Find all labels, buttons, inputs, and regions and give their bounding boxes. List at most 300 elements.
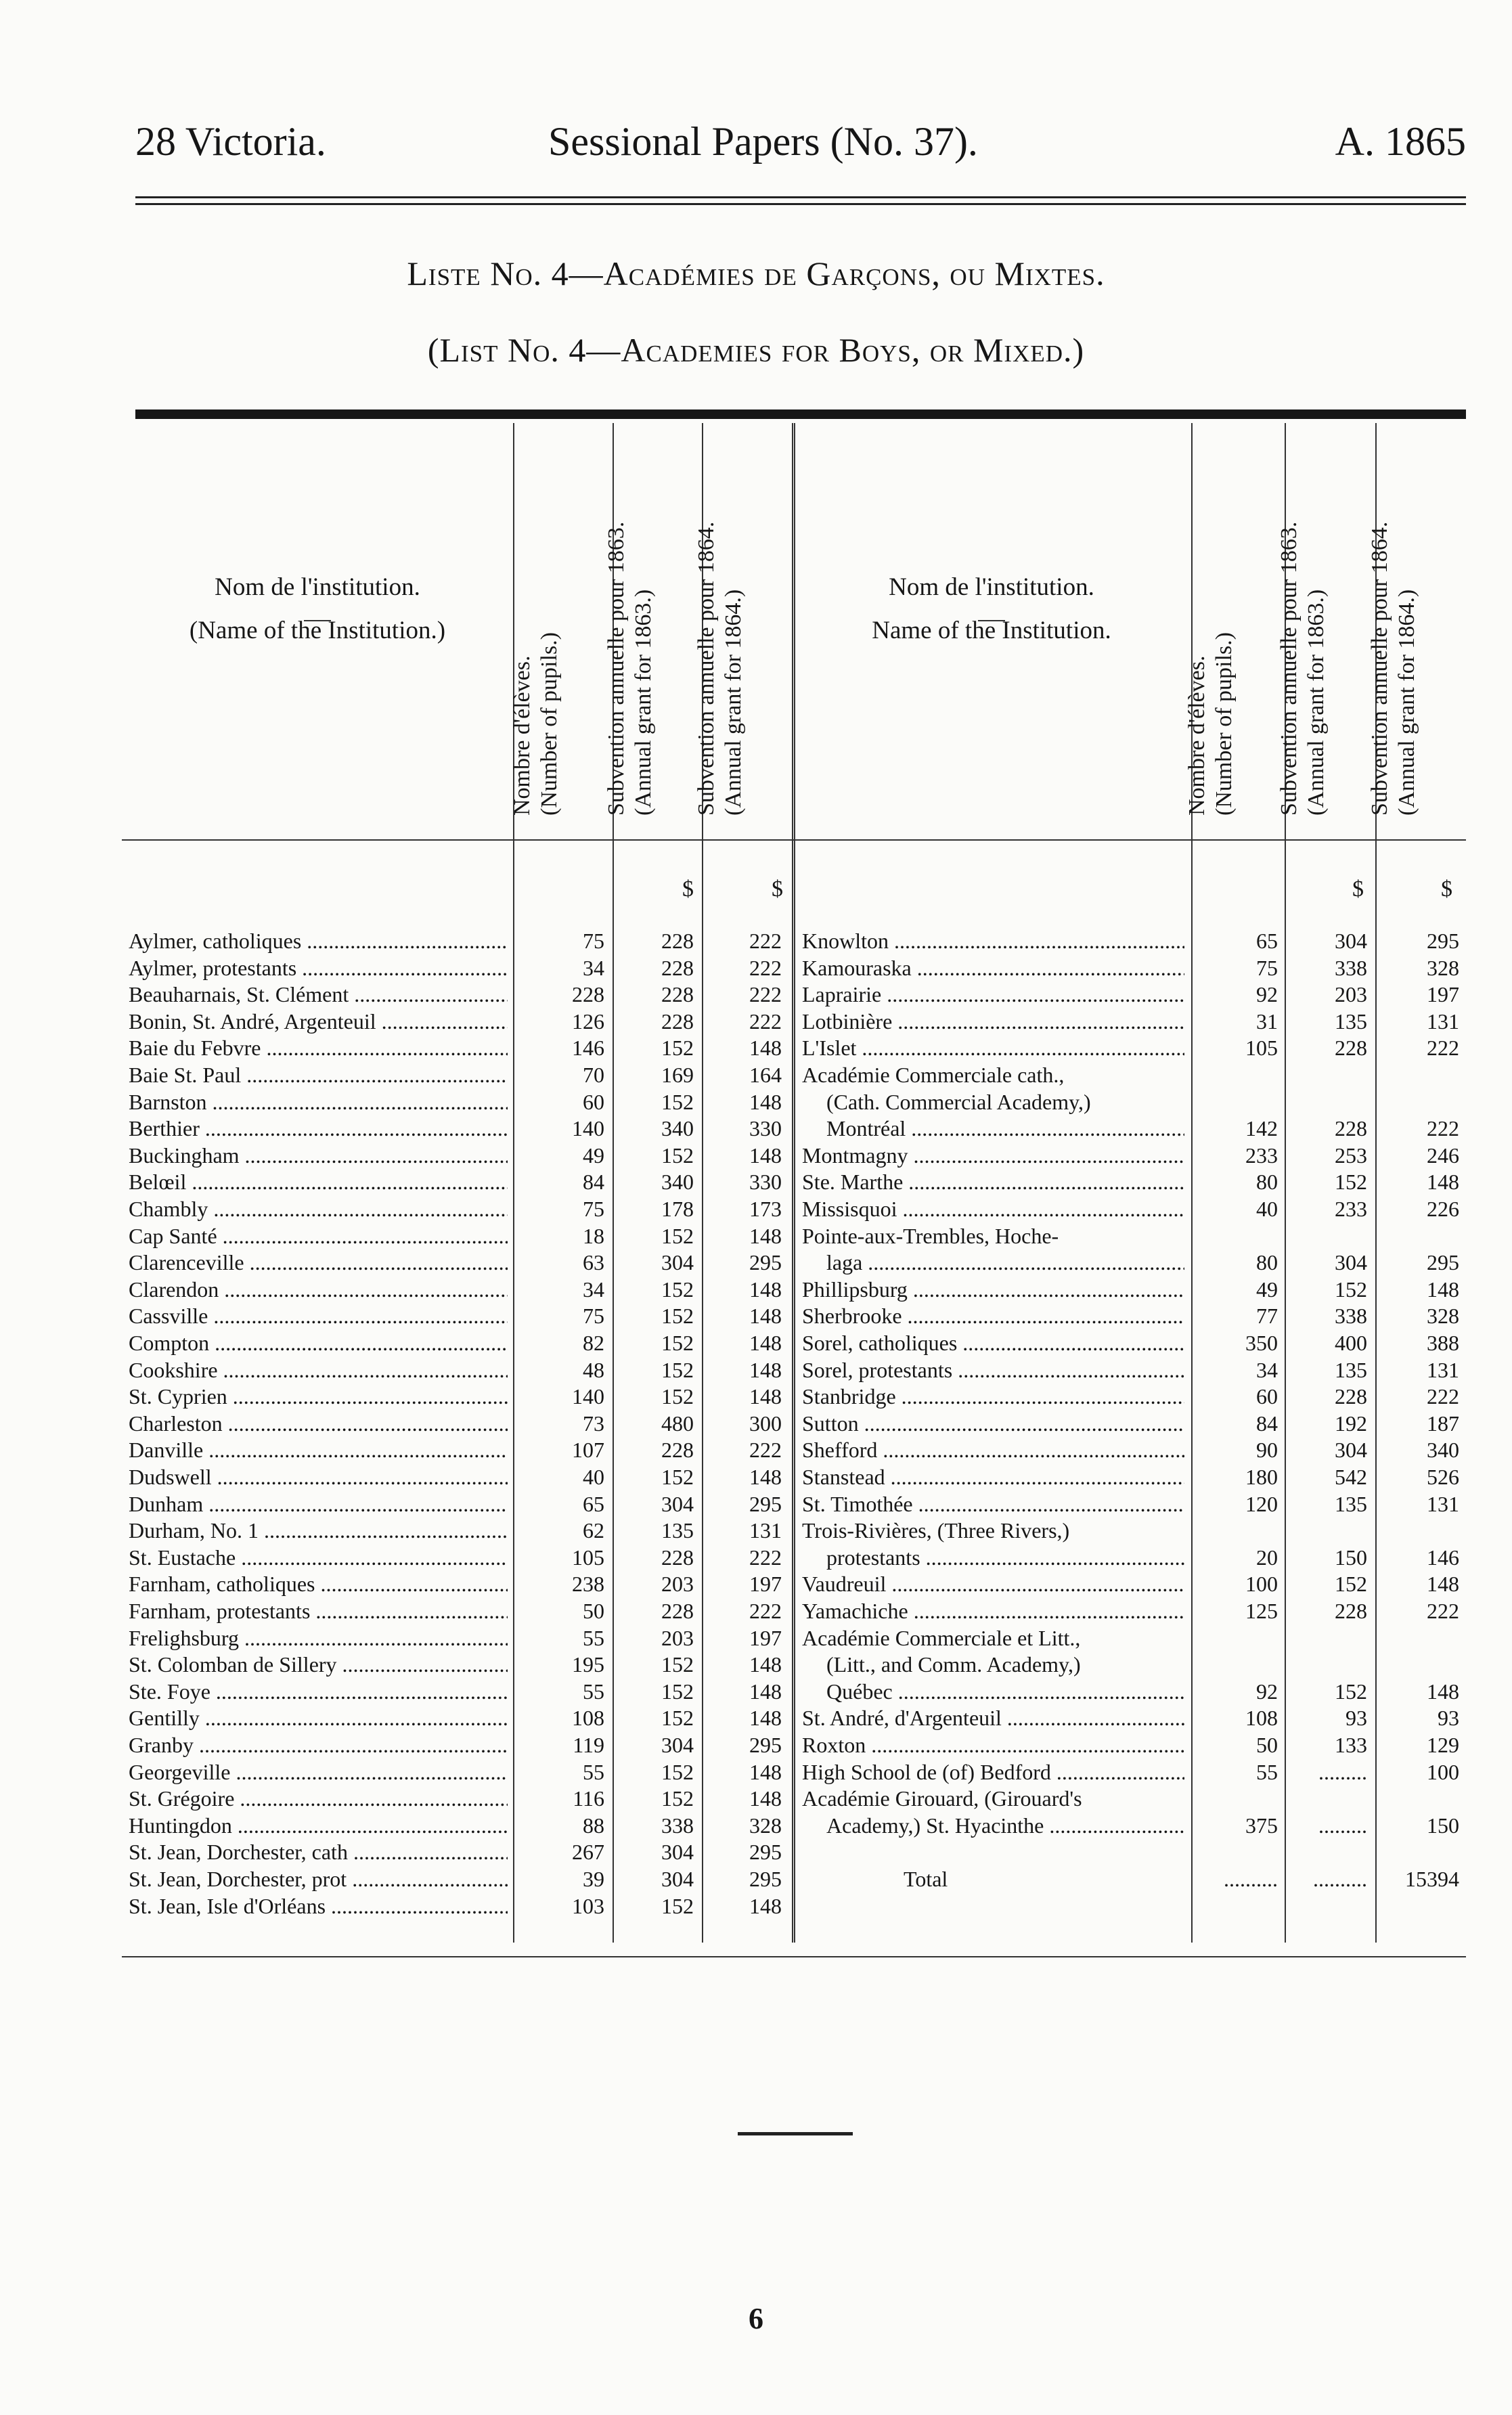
table-row (122, 1892, 1466, 1920)
right-grant-1864: 222 (1427, 1599, 1459, 1623)
right-grant-1864: 222 (1427, 1116, 1459, 1141)
table-top-rule (135, 409, 1466, 419)
right-grant-1863: ......... (1318, 1759, 1367, 1784)
header-bottom-rule (122, 839, 1466, 841)
table-row (122, 1570, 1466, 1597)
left-grant-1863: 152 (661, 1143, 694, 1168)
left-institution-name: Bonin, St. André, Argenteuil ..... (129, 1008, 508, 1035)
left-pupils: 50 (583, 1599, 604, 1623)
right-grant-1863: 304 (1335, 1438, 1367, 1463)
left-grant-1863: 152 (661, 1759, 694, 1784)
right-grant-1863: 304 (1335, 929, 1367, 953)
right-institution-name: Phillipsburg ..... (802, 1276, 1184, 1303)
grant1863-header-right (1276, 423, 1375, 843)
left-grant-1864: 173 (749, 1197, 782, 1221)
dollar-sign: $ (772, 877, 783, 902)
left-pupils: 238 (572, 1572, 604, 1597)
right-grant-1863: 93 (1346, 1706, 1367, 1731)
left-grant-1863: 152 (661, 1706, 694, 1731)
right-institution-name: Knowlton ..... (802, 927, 1184, 954)
grant1864-header-left (693, 423, 792, 843)
left-grant-1864: 222 (749, 1438, 782, 1463)
right-institution-name: L'Islet ..... (802, 1034, 1184, 1061)
left-grant-1864: 148 (749, 1759, 782, 1784)
left-grant-1863: 152 (661, 1786, 694, 1811)
right-grant-1864: 295 (1427, 1250, 1459, 1275)
table-row (122, 1544, 1466, 1571)
right-institution-name: Shefford ..... (802, 1436, 1184, 1463)
left-grant-1864: 222 (749, 929, 782, 953)
left-grant-1864: 295 (749, 1491, 782, 1516)
left-grant-1863: 338 (661, 1813, 694, 1838)
right-institution-name: Trois-Rivières, (Three Rivers,) (802, 1518, 1070, 1543)
name-header-en: (Name of the Institution.) (189, 617, 446, 644)
table-row (122, 1624, 1466, 1652)
left-grant-1864: 148 (749, 1143, 782, 1168)
left-grant-1863: 203 (661, 1572, 694, 1597)
right-pupils: 92 (1256, 1679, 1278, 1704)
table-row (122, 1088, 1466, 1115)
table-row (122, 1249, 1466, 1276)
left-grant-1863: 152 (661, 1223, 694, 1248)
left-institution-name: St. Grégoire ..... (129, 1785, 508, 1812)
right-pupils: 92 (1256, 982, 1278, 1007)
left-grant-1864: 330 (749, 1170, 782, 1195)
right-grant-1863: 192 (1335, 1411, 1367, 1436)
name-header-fr: Nom de l'institution. (889, 573, 1094, 601)
left-pupils: 195 (572, 1652, 604, 1677)
left-grant-1863: 228 (661, 1438, 694, 1463)
dollar-sign: $ (1441, 877, 1452, 902)
right-grant-1864: 222 (1427, 1036, 1459, 1061)
left-pupils: 39 (583, 1867, 604, 1891)
table-bottom-rule (122, 1956, 1466, 1957)
left-grant-1863: 228 (661, 955, 694, 980)
pupils-header-text: Nombre d'élèves. (Number of pupils.) (509, 632, 562, 816)
left-pupils: 49 (583, 1143, 604, 1168)
table-row (122, 1678, 1466, 1705)
table-row (122, 1034, 1466, 1061)
left-institution-name: Baie du Febvre ..... (129, 1034, 508, 1061)
left-pupils: 88 (583, 1813, 604, 1838)
left-pupils: 60 (583, 1089, 604, 1114)
right-grant-1863: 233 (1335, 1197, 1367, 1221)
right-grant-1863: 338 (1335, 955, 1367, 980)
left-pupils: 34 (583, 955, 604, 980)
left-pupils: 62 (583, 1518, 604, 1543)
left-pupils: 119 (573, 1733, 604, 1757)
left-pupils: 55 (583, 1625, 604, 1650)
left-pupils: 116 (573, 1786, 604, 1811)
left-grant-1864: 148 (749, 1304, 782, 1329)
header-right: A. 1865 (1335, 119, 1466, 164)
left-grant-1863: 152 (661, 1384, 694, 1409)
right-pupils: 40 (1256, 1197, 1278, 1221)
right-grant-1864: 150 (1427, 1813, 1459, 1838)
left-pupils: 82 (583, 1331, 604, 1355)
right-institution-name: High School de (of) Bedford ..... (802, 1758, 1184, 1786)
right-institution-name: Académie Commerciale et Litt., (802, 1625, 1081, 1650)
left-grant-1864: 295 (749, 1867, 782, 1891)
left-grant-1863: 228 (661, 929, 694, 953)
right-pupils: 60 (1256, 1384, 1278, 1409)
right-grant-1864: 131 (1427, 1491, 1459, 1516)
left-pupils: 55 (583, 1759, 604, 1784)
right-pupils: 77 (1256, 1304, 1278, 1329)
pupils-header-text: Nombre d'élèves. (Number of pupils.) (1184, 632, 1237, 816)
left-grant-1864: 328 (749, 1813, 782, 1838)
right-grant-1863: 203 (1335, 982, 1367, 1007)
left-grant-1863: 304 (661, 1867, 694, 1891)
left-grant-1864: 148 (749, 1786, 782, 1811)
table-row (122, 1222, 1466, 1249)
left-grant-1864: 148 (749, 1465, 782, 1489)
table-row (122, 1276, 1466, 1303)
left-grant-1864: 295 (749, 1733, 782, 1757)
right-institution-name: Stanbridge ..... (802, 1383, 1184, 1410)
right-institution-name: Laprairie ..... (802, 981, 1184, 1008)
left-institution-name: St. Jean, Isle d'Orléans ..... (129, 1892, 508, 1920)
left-institution-name: St. Colomban de Sillery ..... (129, 1651, 508, 1678)
right-grant-1864: 226 (1427, 1197, 1459, 1221)
left-grant-1864: 197 (749, 1572, 782, 1597)
right-institution-name: Missisquoi ..... (802, 1195, 1184, 1222)
left-grant-1864: 300 (749, 1411, 782, 1436)
right-institution-name: Academy,) St. Hyacinthe ..... (826, 1812, 1184, 1839)
right-pupils: 125 (1245, 1599, 1278, 1623)
header-rule-bottom (135, 203, 1466, 205)
left-grant-1864: 148 (749, 1384, 782, 1409)
right-institution-name: Académie Girouard, (Girouard's (802, 1786, 1082, 1811)
right-pupils: 80 (1256, 1250, 1278, 1275)
left-grant-1863: 152 (661, 1331, 694, 1355)
left-pupils: 84 (583, 1170, 604, 1195)
right-grant-1863: 152 (1335, 1277, 1367, 1302)
right-pupils: 31 (1256, 1009, 1278, 1034)
left-pupils: 75 (583, 929, 604, 953)
right-grant-1864: 100 (1427, 1759, 1459, 1784)
table-row (122, 981, 1466, 1008)
left-grant-1864: 148 (749, 1652, 782, 1677)
right-pupils: 55 (1256, 1759, 1278, 1784)
right-pupils: 20 (1256, 1545, 1278, 1570)
right-grant-1863: 338 (1335, 1304, 1367, 1329)
right-grant-1863: 400 (1335, 1331, 1367, 1355)
right-grant-1863: .......... (1313, 1867, 1367, 1891)
right-pupils: 50 (1256, 1733, 1278, 1757)
left-pupils: 18 (583, 1223, 604, 1248)
left-grant-1863: 228 (661, 982, 694, 1007)
right-pupils: 34 (1256, 1357, 1278, 1382)
right-institution-name: Sorel, catholiques ..... (802, 1329, 1184, 1356)
list-title-en: (List No. 4—Academies for Boys, or Mixed.) (427, 331, 1085, 369)
left-pupils: 103 (572, 1893, 604, 1918)
left-institution-name: Dunham ..... (129, 1490, 508, 1517)
right-grant-1863: 253 (1335, 1143, 1367, 1168)
table-row (122, 1356, 1466, 1383)
left-institution-name: Chambly ..... (129, 1195, 508, 1222)
right-grant-1864: 148 (1427, 1170, 1459, 1195)
header-left: 28 Victoria. (135, 119, 326, 164)
right-grant-1864: 93 (1438, 1706, 1459, 1731)
left-grant-1863: 480 (661, 1411, 694, 1436)
left-pupils: 105 (572, 1545, 604, 1570)
right-grant-1863: 228 (1335, 1116, 1367, 1141)
right-grant-1863: 152 (1335, 1170, 1367, 1195)
right-institution-name: Québec ..... (826, 1678, 1184, 1705)
right-institution-name: Pointe-aux-Trembles, Hoche- (802, 1223, 1059, 1248)
right-pupils: 108 (1245, 1706, 1278, 1731)
left-grant-1864: 197 (749, 1625, 782, 1650)
left-grant-1864: 295 (749, 1250, 782, 1275)
right-grant-1863: 135 (1335, 1009, 1367, 1034)
left-institution-name: Danville ..... (129, 1436, 508, 1463)
grant1863-header-text: Subvention annuelle pour 1863. (Annual grant for 1863.) (1276, 521, 1329, 816)
left-institution-name: Baie St. Paul ..... (129, 1061, 508, 1088)
name-header-right (792, 572, 1191, 646)
left-pupils: 108 (572, 1706, 604, 1731)
left-institution-name: Berthier ..... (129, 1115, 508, 1142)
right-pupils: 120 (1245, 1491, 1278, 1516)
right-institution-name: Sherbrooke ..... (802, 1302, 1184, 1329)
table-row (122, 1785, 1466, 1812)
left-grant-1863: 304 (661, 1840, 694, 1865)
name-header-left (122, 572, 513, 646)
right-grant-1864: 148 (1427, 1572, 1459, 1597)
left-pupils: 228 (572, 982, 604, 1007)
table-row (122, 1302, 1466, 1329)
grant1864-header-text: Subvention annuelle pour 1864. (Annual grant for 1864.) (1367, 521, 1419, 816)
right-grant-1864: 148 (1427, 1277, 1459, 1302)
left-pupils: 75 (583, 1304, 604, 1329)
left-grant-1863: 152 (661, 1036, 694, 1061)
left-pupils: 40 (583, 1465, 604, 1489)
left-institution-name: Granby ..... (129, 1731, 508, 1758)
table-row (122, 1838, 1466, 1865)
table-row (122, 1731, 1466, 1758)
right-grant-1864: 222 (1427, 1384, 1459, 1409)
left-pupils: 65 (583, 1491, 604, 1516)
table-row (122, 1490, 1466, 1517)
table-row (122, 1142, 1466, 1169)
right-grant-1864: 131 (1427, 1357, 1459, 1382)
table-row (122, 1383, 1466, 1410)
table-row (122, 1812, 1466, 1839)
left-grant-1863: 169 (661, 1063, 694, 1087)
left-grant-1863: 304 (661, 1733, 694, 1757)
right-pupils: 180 (1245, 1465, 1278, 1489)
right-pupils: 75 (1256, 955, 1278, 980)
left-pupils: 140 (572, 1116, 604, 1141)
right-grant-1863: 542 (1335, 1465, 1367, 1489)
right-grant-1864: 187 (1427, 1411, 1459, 1436)
right-institution-name: Stanstead ..... (802, 1463, 1184, 1490)
right-grant-1864: 15394 (1405, 1867, 1459, 1891)
grant1863-header-text: Subvention annuelle pour 1863. (Annual grant for 1863.) (604, 521, 656, 816)
right-pupils: 375 (1245, 1813, 1278, 1838)
left-grant-1864: 148 (749, 1706, 782, 1731)
table-row (122, 954, 1466, 981)
name-header-en: Name of the Institution. (872, 617, 1111, 644)
right-pupils: 49 (1256, 1277, 1278, 1302)
header-center: Sessional Papers (No. 37). (548, 119, 978, 164)
right-grant-1864: 340 (1427, 1438, 1459, 1463)
left-pupils: 107 (572, 1438, 604, 1463)
left-grant-1864: 330 (749, 1116, 782, 1141)
right-institution-name: Ste. Marthe ..... (802, 1168, 1184, 1195)
left-institution-name: Dudswell ..... (129, 1463, 508, 1490)
right-grant-1863: 135 (1335, 1491, 1367, 1516)
left-institution-name: Farnham, catholiques ..... (129, 1570, 508, 1597)
left-grant-1863: 152 (661, 1277, 694, 1302)
pupils-header-left (509, 423, 613, 843)
end-rule (738, 2132, 853, 2135)
left-institution-name: Charleston ..... (129, 1410, 508, 1437)
header-rule-top (135, 196, 1466, 198)
left-grant-1864: 164 (749, 1063, 782, 1087)
table-row (122, 1410, 1466, 1437)
left-pupils: 34 (583, 1277, 604, 1302)
left-pupils: 55 (583, 1679, 604, 1704)
page-number: 6 (749, 2302, 763, 2335)
left-pupils: 70 (583, 1063, 604, 1087)
left-grant-1864: 148 (749, 1223, 782, 1248)
left-institution-name: Cookshire ..... (129, 1356, 508, 1383)
left-institution-name: Georgeville ..... (129, 1758, 508, 1786)
left-grant-1864: 222 (749, 982, 782, 1007)
table-row (122, 1008, 1466, 1035)
name-header-fr: Nom de l'institution. (215, 573, 420, 601)
right-pupils: 100 (1245, 1572, 1278, 1597)
grant1864-header-right (1367, 423, 1466, 843)
right-institution-name: (Litt., and Comm. Academy,) (826, 1652, 1081, 1677)
right-pupils: 90 (1256, 1438, 1278, 1463)
right-institution-name: Lotbinière ..... (802, 1008, 1184, 1035)
right-grant-1863: 228 (1335, 1599, 1367, 1623)
table-row (122, 927, 1466, 954)
right-pupils: 105 (1245, 1036, 1278, 1061)
left-pupils: 75 (583, 1197, 604, 1221)
right-grant-1864: 526 (1427, 1465, 1459, 1489)
academies-table (122, 423, 1466, 1945)
right-institution-name: Total (904, 1867, 948, 1891)
table-row (122, 1329, 1466, 1356)
table-row (122, 1195, 1466, 1222)
right-pupils: 142 (1245, 1116, 1278, 1141)
left-institution-name: Compton ..... (129, 1329, 508, 1356)
right-pupils: 84 (1256, 1411, 1278, 1436)
right-grant-1864: 197 (1427, 982, 1459, 1007)
left-institution-name: Farnham, protestants ..... (129, 1597, 508, 1624)
right-institution-name: Kamouraska ..... (802, 954, 1184, 981)
right-institution-name: protestants ..... (826, 1544, 1184, 1571)
table-row (122, 1463, 1466, 1490)
right-pupils: .......... (1224, 1867, 1278, 1891)
left-institution-name: St. Jean, Dorchester, prot ..... (129, 1865, 508, 1892)
left-grant-1864: 222 (749, 955, 782, 980)
left-grant-1864: 222 (749, 1599, 782, 1623)
left-institution-name: Frelighsburg ..... (129, 1624, 508, 1652)
left-grant-1864: 148 (749, 1357, 782, 1382)
right-grant-1863: 304 (1335, 1250, 1367, 1275)
right-pupils: 65 (1256, 929, 1278, 953)
right-grant-1864: 129 (1427, 1733, 1459, 1757)
left-institution-name: Belœil ..... (129, 1168, 508, 1195)
table-row (122, 1168, 1466, 1195)
table-row (122, 1436, 1466, 1463)
left-grant-1863: 178 (661, 1197, 694, 1221)
left-institution-name: Buckingham ..... (129, 1142, 508, 1169)
left-grant-1863: 152 (661, 1304, 694, 1329)
left-grant-1863: 228 (661, 1545, 694, 1570)
left-pupils: 267 (572, 1840, 604, 1865)
right-grant-1863: 152 (1335, 1679, 1367, 1704)
dollar-sign: $ (1352, 877, 1364, 902)
left-grant-1863: 228 (661, 1599, 694, 1623)
left-grant-1864: 295 (749, 1840, 782, 1865)
left-institution-name: Aylmer, catholiques ..... (129, 927, 508, 954)
right-grant-1864: 131 (1427, 1009, 1459, 1034)
left-grant-1863: 152 (661, 1465, 694, 1489)
pupils-header-right (1184, 423, 1285, 843)
left-institution-name: Cap Santé ..... (129, 1222, 508, 1249)
right-grant-1864: 148 (1427, 1679, 1459, 1704)
right-grant-1864: 295 (1427, 929, 1459, 953)
list-title-fr: Liste No. 4—Académies de Garçons, ou Mixtes. (407, 254, 1105, 292)
right-institution-name: Sorel, protestants ..... (802, 1356, 1184, 1383)
left-pupils: 73 (583, 1411, 604, 1436)
left-pupils: 140 (572, 1384, 604, 1409)
left-grant-1864: 148 (749, 1036, 782, 1061)
right-institution-name: Yamachiche ..... (802, 1597, 1184, 1624)
left-grant-1864: 148 (749, 1893, 782, 1918)
right-grant-1863: 135 (1335, 1357, 1367, 1382)
left-grant-1863: 152 (661, 1357, 694, 1382)
left-institution-name: Clarenceville ..... (129, 1249, 508, 1276)
left-institution-name: Clarendon ..... (129, 1276, 508, 1303)
right-institution-name: Montréal ..... (826, 1115, 1184, 1142)
table-row (122, 1704, 1466, 1731)
left-grant-1863: 304 (661, 1250, 694, 1275)
right-grant-1863: ......... (1318, 1813, 1367, 1838)
right-institution-name: St. André, d'Argenteuil ..... (802, 1704, 1184, 1731)
grant1863-header-left (604, 423, 702, 843)
left-institution-name: Aylmer, protestants ..... (129, 954, 508, 981)
table-row (122, 1061, 1466, 1088)
right-grant-1863: 228 (1335, 1384, 1367, 1409)
table-row (122, 1865, 1466, 1892)
right-institution-name: Roxton ..... (802, 1731, 1184, 1758)
table-row (122, 1758, 1466, 1786)
left-grant-1863: 152 (661, 1893, 694, 1918)
right-grant-1864: 146 (1427, 1545, 1459, 1570)
left-pupils: 126 (572, 1009, 604, 1034)
right-grant-1864: 328 (1427, 1304, 1459, 1329)
right-institution-name: Sutton ..... (802, 1410, 1184, 1437)
left-grant-1863: 152 (661, 1652, 694, 1677)
left-institution-name: Cassville ..... (129, 1302, 508, 1329)
right-grant-1863: 152 (1335, 1572, 1367, 1597)
left-grant-1863: 340 (661, 1116, 694, 1141)
right-pupils: 233 (1245, 1143, 1278, 1168)
left-grant-1864: 148 (749, 1089, 782, 1114)
left-grant-1864: 222 (749, 1009, 782, 1034)
right-grant-1864: 388 (1427, 1331, 1459, 1355)
right-grant-1864: 246 (1427, 1143, 1459, 1168)
left-grant-1864: 148 (749, 1331, 782, 1355)
right-institution-name: St. Timothée ..... (802, 1490, 1184, 1517)
left-institution-name: St. Eustache ..... (129, 1544, 508, 1571)
